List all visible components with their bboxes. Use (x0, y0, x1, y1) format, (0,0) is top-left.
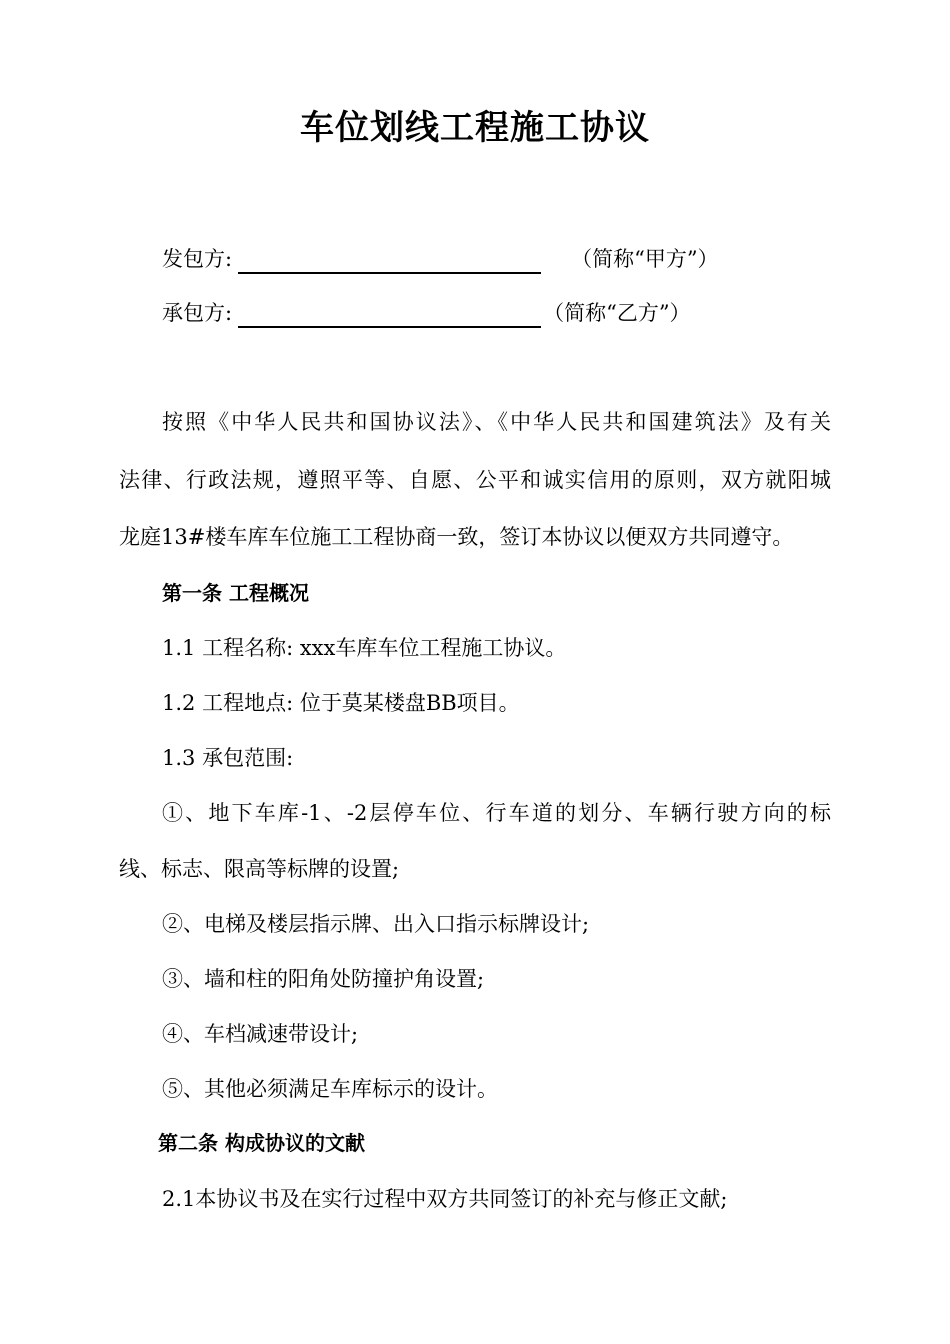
item-1-3: 1.3 承包范围: (162, 746, 294, 770)
party-b-label: 承包方: (162, 301, 233, 325)
party-a-line (162, 244, 719, 274)
intro-line-2: 法律、行政法规，遵照平等、自愿、公平和诚实信用的原则，双方就阳城 (119, 468, 831, 492)
scope-2: ②、电梯及楼层指示牌、出入口指示标牌设计; (162, 912, 590, 936)
scope-3: ③、墙和柱的阳角处防撞护角设置; (162, 967, 485, 991)
article-1-heading: 第一条 工程概况 (162, 581, 309, 605)
party-b-line (162, 298, 691, 328)
scope-1-line-2: 线、标志、限高等标牌的设置; (119, 857, 400, 881)
party-a-label: 发包方: (162, 247, 233, 271)
party-b-abbr: （简称“乙方”） (543, 301, 691, 325)
item-1-1: 1.1 工程名称: xxx车库车位工程施工协议。 (162, 636, 567, 660)
document-title: 车位划线工程施工协议 (300, 108, 650, 148)
item-2-1: 2.1本协议书及在实行过程中双方共同签订的补充与修正文献; (162, 1187, 728, 1211)
intro-line-3: 龙庭13#楼车库车位施工工程协商一致，签订本协议以便双方共同遵守。 (119, 525, 794, 549)
scope-1-line-1: ①、地下车库-1、-2层停车位、行车道的划分、车辆行驶方向的标 (162, 801, 831, 825)
party-a-blank[interactable] (238, 246, 541, 274)
party-a-abbr: （简称“甲方”） (571, 247, 719, 271)
intro-line-1: 按照《中华人民共和国协议法》、《中华人民共和国建筑法》及有关 (162, 410, 831, 434)
scope-4: ④、车档减速带设计; (162, 1022, 359, 1046)
article-2-heading: 第二条 构成协议的文献 (158, 1131, 365, 1155)
item-1-2: 1.2 工程地点: 位于莫某楼盘BB项目。 (162, 691, 520, 715)
scope-5: ⑤、其他必须满足车库标示的设计。 (162, 1077, 498, 1101)
party-b-blank[interactable] (238, 300, 541, 328)
